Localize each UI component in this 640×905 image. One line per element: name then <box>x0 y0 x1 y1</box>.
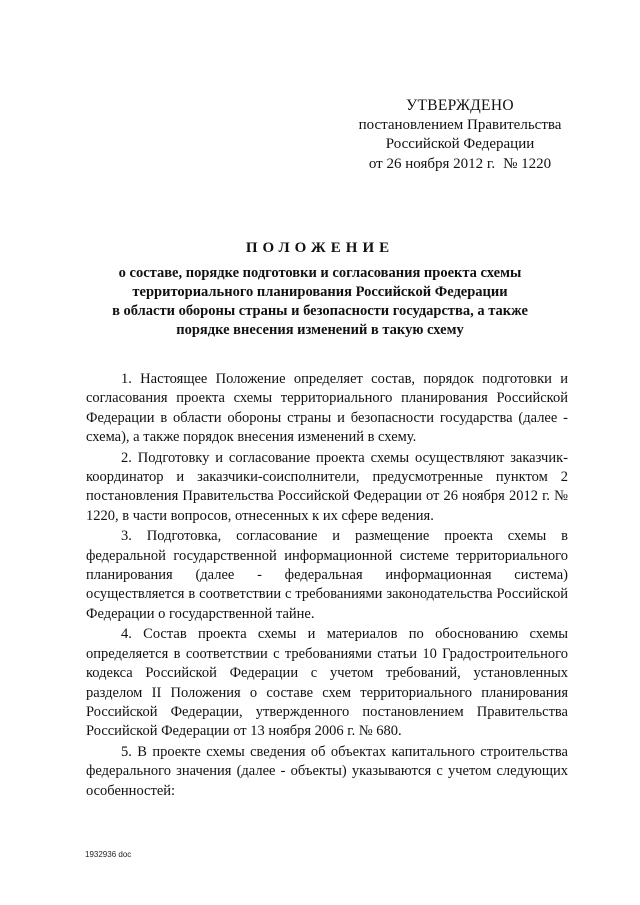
subtitle-line: в области обороны страны и безопасности государства, а также <box>112 303 528 319</box>
approval-block <box>330 96 590 174</box>
approval-line-1: постановлением Правительства <box>358 116 562 133</box>
approval-number: № 1220 <box>503 155 552 172</box>
paragraph-3: 3. Подготовка, согласование и размещение проекта схемы в федеральной государственной информационной системе территориального планирования (далее - федеральная информационная система) осуществляется в соответствии с требованиями законодательства Российской Федерации о государственной тайне. <box>86 528 568 622</box>
paragraph-5: 5. В проекте схемы сведения об объектах капитального строительства федерального значения (далее - объекты) указываются с учетом следующих особенностей: <box>86 743 568 799</box>
approval-heading: УТВЕРЖДЕНО <box>406 97 514 114</box>
paragraph-4: 4. Состав проекта схемы и материалов по обоснованию схемы определяется в соответствии с требованиями статьи 10 Градостроительного кодекса Российской Федерации с учетом требований, установленных разделом II Положения о составе схем территориального планирования Российской Федерации, утвержденного постановлением Правительства Российской Федерации от 13 ноября 2006 г. № 680. <box>86 626 568 740</box>
subtitle-line: порядке внесения изменений в такую схему <box>176 322 464 338</box>
document-subtitle <box>60 264 580 340</box>
document-title: ПОЛОЖЕНИЕ <box>245 240 395 256</box>
subtitle-line: территориального планирования Российской Федерации <box>132 284 508 300</box>
approval-date-line <box>330 155 590 175</box>
footer-file-id: 1932936 doc <box>85 850 132 859</box>
document-body <box>86 370 568 802</box>
paragraph-2: 2. Подготовку и согласование проекта схемы осуществляют заказчик-координатор и заказчики-соисполнители, предусмотренные пунктом 2 постановления Правительства Российской Федерации от 26 ноября 2012 г. № 1220, в части вопросов, отнесенных к их сфере ведения. <box>86 449 568 524</box>
approval-line-2: Российской Федерации <box>385 136 535 152</box>
paragraph-1: 1. Настоящее Положение определяет состав, порядок подготовки и согласования проекта схемы территориального планирования Российской Федерации в области обороны страны и безопасности государства (далее - схема), а также порядок внесения изменений в схему. <box>86 371 568 446</box>
approval-date: от 26 ноября 2012 г. <box>368 155 496 172</box>
subtitle-line: о составе, порядке подготовки и согласования проекта схемы <box>118 265 522 281</box>
